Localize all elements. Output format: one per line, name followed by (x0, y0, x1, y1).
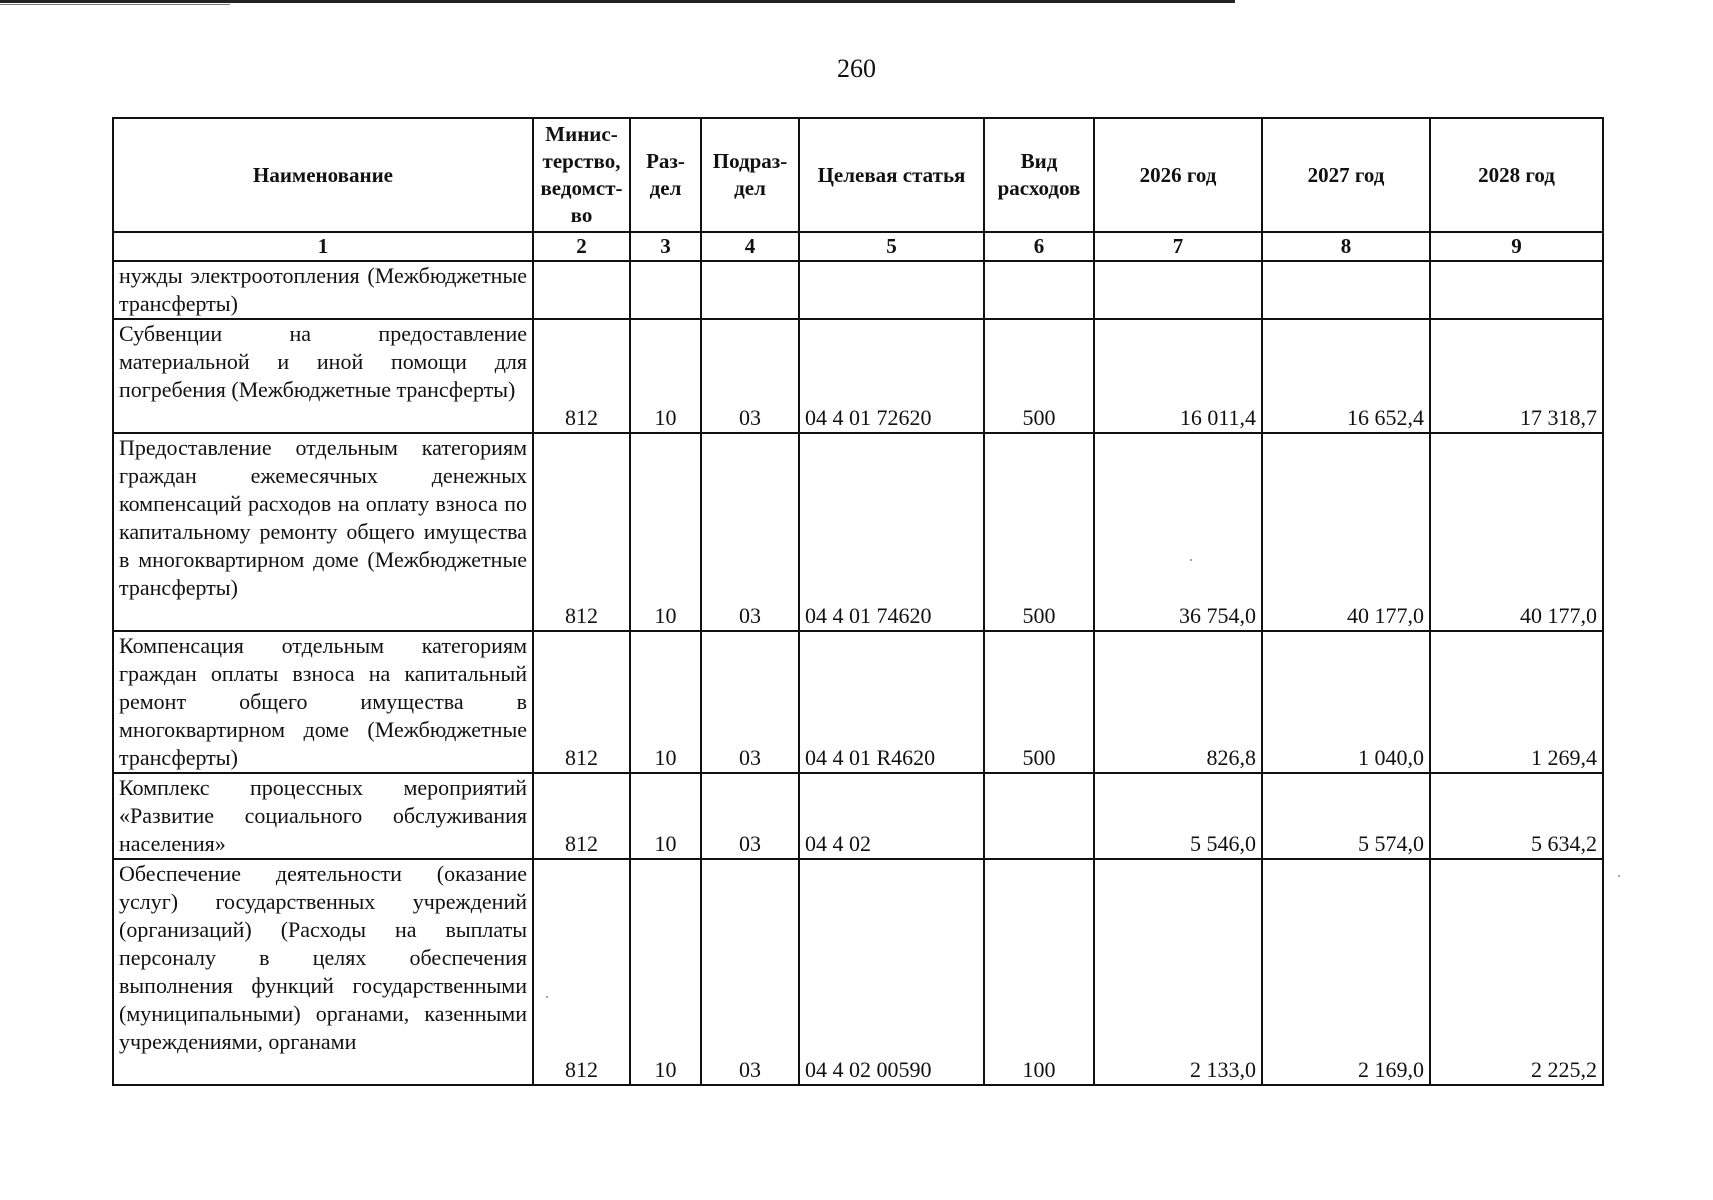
row-section: 10 (630, 773, 701, 859)
column-number: 3 (630, 232, 701, 261)
row-name: Обеспечение деятельности (оказание услуг) государственных учреждений (организаций) (Расходы на выплаты персоналу в целях обеспечения выполнения функций государственными (муниципальными) органами, казенными учреждениями, органами (113, 859, 533, 1085)
row-section: 10 (630, 433, 701, 631)
row-name: Субвенции на предоставление материальной и иной помощи для погребения (Межбюджетные трансферты) (113, 319, 533, 433)
row-subsection (701, 261, 799, 319)
table-row (113, 859, 1603, 1085)
row-ministry: 812 (533, 433, 630, 631)
column-number: 1 (113, 232, 533, 261)
row-ministry: 812 (533, 631, 630, 773)
row-section: 10 (630, 631, 701, 773)
column-number: 6 (984, 232, 1094, 261)
header-target: Целевая статья (799, 118, 984, 232)
row-2026: 36 754,0 (1094, 433, 1262, 631)
row-2028: 40 177,0 (1430, 433, 1603, 631)
row-2027 (1262, 261, 1430, 319)
column-number: 2 (533, 232, 630, 261)
row-target (799, 261, 984, 319)
row-target: 04 4 01 R4620 (799, 631, 984, 773)
table-row (113, 261, 1603, 319)
header-name: Наименование (113, 118, 533, 232)
column-number: 8 (1262, 232, 1430, 261)
header-ministry: Минис-терство, ведомст-во (533, 118, 630, 232)
column-number: 5 (799, 232, 984, 261)
top-rule (0, 0, 1235, 3)
scan-artifact (1618, 875, 1620, 877)
row-expense-type: 100 (984, 859, 1094, 1085)
column-number: 9 (1430, 232, 1603, 261)
row-target: 04 4 01 74620 (799, 433, 984, 631)
row-ministry (533, 261, 630, 319)
row-2027: 2 169,0 (1262, 859, 1430, 1085)
table-row (113, 319, 1603, 433)
column-number: 4 (701, 232, 799, 261)
page-number: 260 (837, 54, 876, 83)
row-expense-type: 500 (984, 319, 1094, 433)
row-2026: 16 011,4 (1094, 319, 1262, 433)
row-name: нужды электроотопления (Межбюджетные трансферты) (113, 261, 533, 319)
row-subsection: 03 (701, 433, 799, 631)
column-number: 7 (1094, 232, 1262, 261)
row-target: 04 4 01 72620 (799, 319, 984, 433)
row-target: 04 4 02 00590 (799, 859, 984, 1085)
row-target: 04 4 02 (799, 773, 984, 859)
row-ministry: 812 (533, 859, 630, 1085)
header-2028: 2028 год (1430, 118, 1603, 232)
row-expense-type: 500 (984, 433, 1094, 631)
row-expense-type: 500 (984, 631, 1094, 773)
row-2028 (1430, 261, 1603, 319)
column-number-row (113, 232, 1603, 261)
row-2028: 2 225,2 (1430, 859, 1603, 1085)
table-row (113, 773, 1603, 859)
row-2027: 5 574,0 (1262, 773, 1430, 859)
header-2026: 2026 год (1094, 118, 1262, 232)
row-2026: 826,8 (1094, 631, 1262, 773)
row-2026 (1094, 261, 1262, 319)
row-2028: 17 318,7 (1430, 319, 1603, 433)
row-2026: 2 133,0 (1094, 859, 1262, 1085)
row-name: Комплекс процессных мероприятий «Развитие социального обслуживания населения» (113, 773, 533, 859)
row-name: Компенсация отдельным категориям граждан оплаты взноса на капитальный ремонт общего имущества в многоквартирном доме (Межбюджетные трансферты) (113, 631, 533, 773)
row-2028: 5 634,2 (1430, 773, 1603, 859)
table-row (113, 631, 1603, 773)
table-row (113, 433, 1603, 631)
row-2028: 1 269,4 (1430, 631, 1603, 773)
top-rule-secondary (0, 4, 230, 5)
row-subsection: 03 (701, 859, 799, 1085)
row-2027: 16 652,4 (1262, 319, 1430, 433)
header-2027: 2027 год (1262, 118, 1430, 232)
row-ministry: 812 (533, 319, 630, 433)
budget-table (112, 117, 1604, 1086)
row-2026: 5 546,0 (1094, 773, 1262, 859)
row-section: 10 (630, 859, 701, 1085)
row-name: Предоставление отдельным категориям граждан ежемесячных денежных компенсаций расходов на оплату взноса по капитальному ремонту общего имущества в многоквартирном доме (Межбюджетные трансферты) (113, 433, 533, 631)
row-expense-type (984, 261, 1094, 319)
row-subsection: 03 (701, 631, 799, 773)
scan-artifact (546, 996, 548, 998)
header-expense-type: Вид расходов (984, 118, 1094, 232)
row-ministry: 812 (533, 773, 630, 859)
row-subsection: 03 (701, 319, 799, 433)
row-subsection: 03 (701, 773, 799, 859)
row-2027: 40 177,0 (1262, 433, 1430, 631)
row-section: 10 (630, 319, 701, 433)
row-2027: 1 040,0 (1262, 631, 1430, 773)
header-section: Раз-дел (630, 118, 701, 232)
header-subsection: Подраз-дел (701, 118, 799, 232)
header-row (113, 118, 1603, 232)
row-expense-type (984, 773, 1094, 859)
scan-artifact (1190, 559, 1192, 561)
row-section (630, 261, 701, 319)
